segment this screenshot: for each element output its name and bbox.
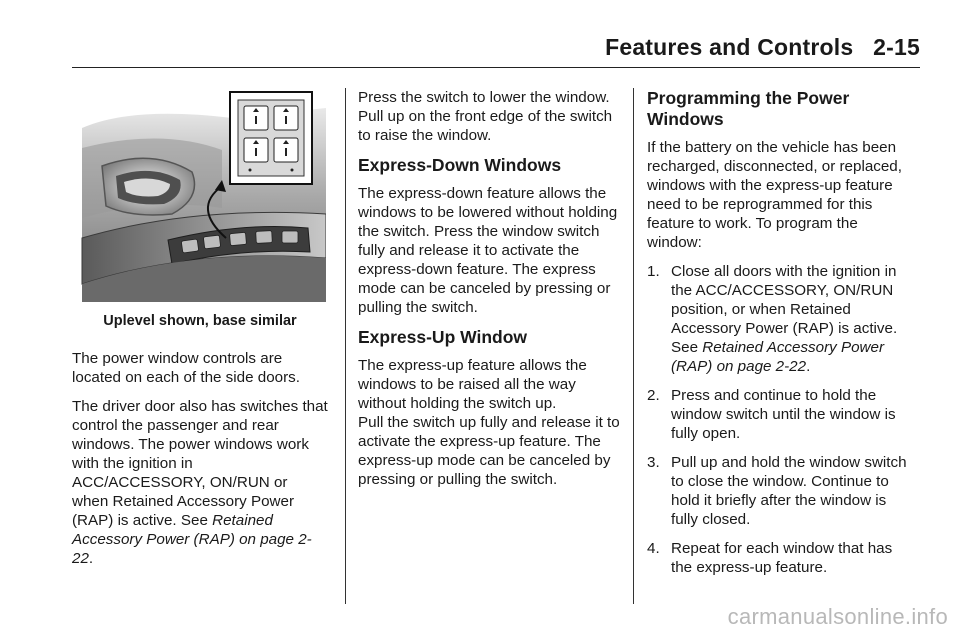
list-item <box>647 539 915 577</box>
step-end: . <box>806 358 811 375</box>
paragraph: Pull the switch up fully and release it to activate the express-up feature. The express-up mode can be canceled by pressing or pulling the switch. <box>358 414 620 488</box>
list-item <box>647 453 915 529</box>
door-panel-drawing <box>72 88 326 302</box>
column-1 <box>72 88 328 578</box>
paragraph: Press the switch to lower the window. Pull up on the front edge of the switch to raise the window. <box>358 89 613 144</box>
step-number: 3. <box>647 454 660 471</box>
step-text: Repeat for each window that has the express-up feature. <box>671 540 893 576</box>
section-title: Features and Controls <box>605 34 854 60</box>
paragraph: The express-up feature allows the windows to be raised all the way without holding the switch up. <box>358 357 587 412</box>
page-number: 2-15 <box>873 34 920 60</box>
list-item <box>647 386 915 443</box>
paragraph-end: . <box>88 550 94 567</box>
paragraph: The power window controls are located on each of the side doors. <box>72 350 300 386</box>
steps-list <box>647 262 915 577</box>
section-heading: Programming the Power Windows <box>647 88 850 129</box>
step-text: Press and continue to hold the window switch until the window is fully open. <box>671 387 896 442</box>
list-item <box>647 262 915 376</box>
paragraph-text: The driver door also has switches that control the passenger and rear windows. The power windows work with the ignition in ACC/ACCESSORY, ON/RUN or when Retained Accessory Power (RAP) is active. See <box>72 398 328 529</box>
cross-reference-link[interactable]: Retained Accessory Power (RAP) on page 2-22 <box>72 512 312 567</box>
paragraph <box>72 397 328 568</box>
column-3 <box>647 88 915 587</box>
step-text: Close all doors with the ignition in the ACC/ACCESSORY, ON/RUN position, or when Retained Accessory Power (RAP) is active. See <box>671 263 898 356</box>
page-header <box>605 34 920 61</box>
figure-caption: Uplevel shown, base similar <box>103 313 297 329</box>
paragraph: If the battery on the vehicle has been recharged, disconnected, or replaced, windows with the express-up feature need to be reprogrammed for this feature to work. To program the window: <box>647 139 902 251</box>
paragraph: The express-down feature allows the windows to be lowered without holding the switch. Press the window switch fully and release it to activate the express-down feature. The express mode can be canceled by pressing or pulling the switch. <box>358 185 618 316</box>
section-heading: Express-Up Window <box>358 327 528 347</box>
step-number: 1. <box>647 263 660 280</box>
step-text: Pull up and hold the window switch to close the window. Continue to hold it briefly after the window is fully closed. <box>671 454 907 528</box>
cross-reference-link[interactable]: Retained Accessory Power (RAP) on page 2-22 <box>671 339 885 375</box>
step-number: 4. <box>647 540 660 557</box>
door-switch-illustration <box>72 88 326 302</box>
step-number: 2. <box>647 387 660 404</box>
watermark: carmanualsonline.info <box>727 604 948 629</box>
section-heading: Express-Down Windows <box>358 155 562 175</box>
column-divider-1 <box>345 88 346 604</box>
header-rule <box>72 67 920 68</box>
column-divider-2 <box>633 88 634 604</box>
column-2 <box>358 88 620 499</box>
